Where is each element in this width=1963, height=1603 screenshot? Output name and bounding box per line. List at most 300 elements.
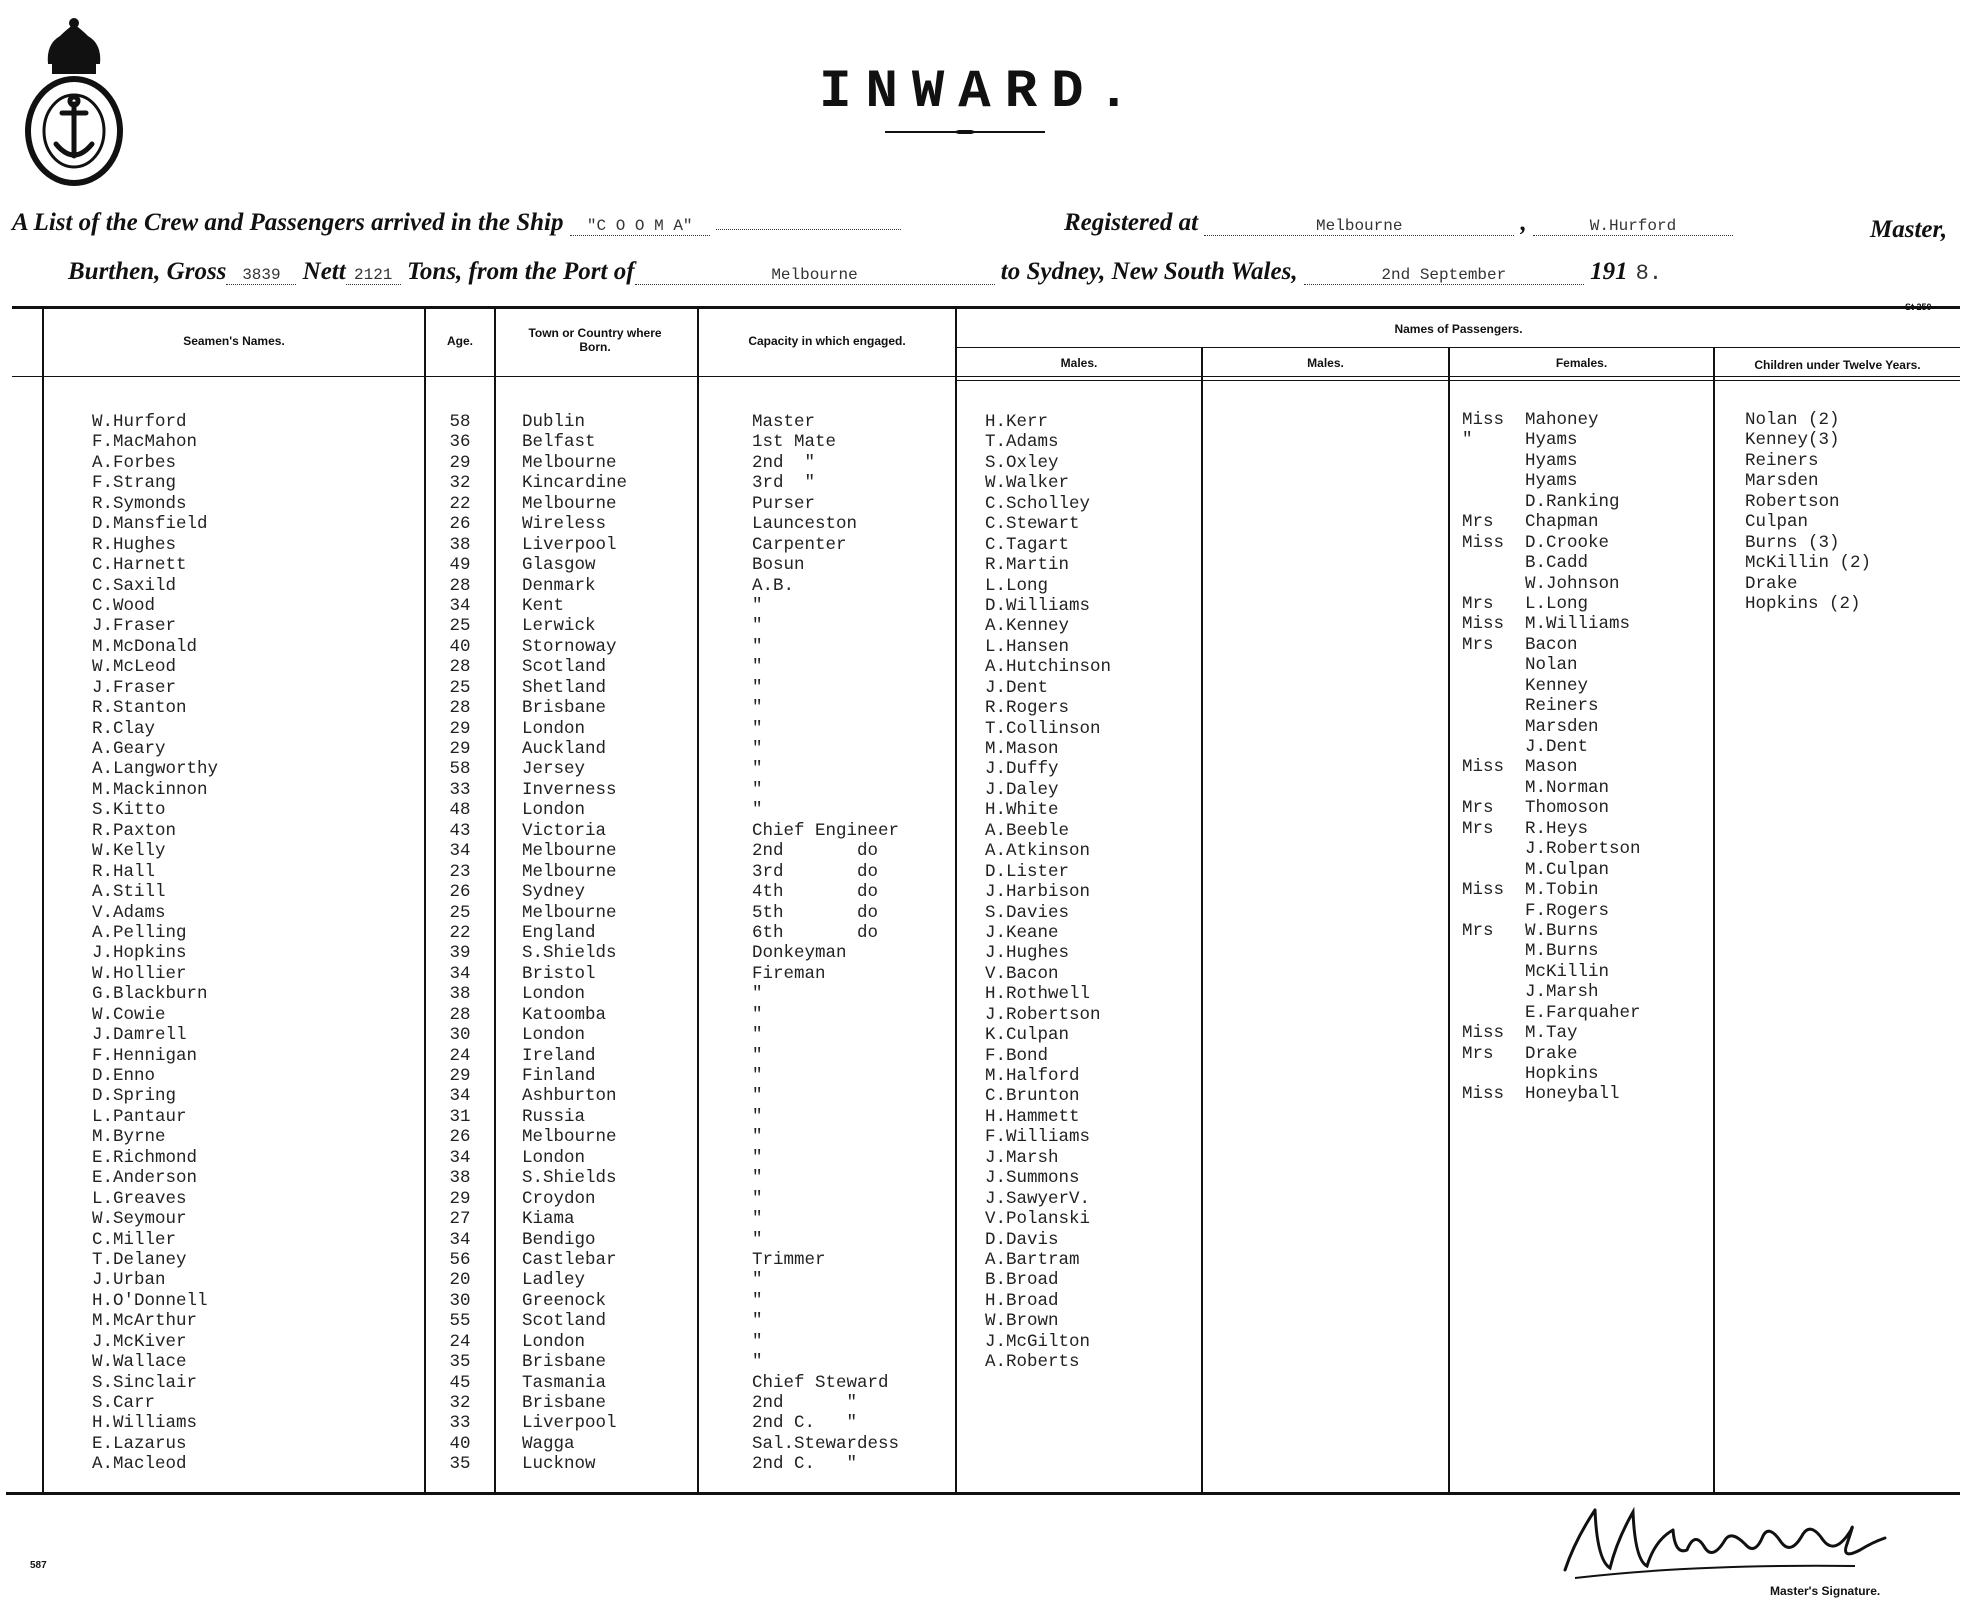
- female-passenger-title: [1462, 655, 1504, 675]
- female-passenger-title: Miss: [1462, 880, 1505, 901]
- crew-name: R.Hughes: [92, 534, 177, 555]
- child-passenger: Nolan (2): [1745, 410, 1840, 430]
- crew-name: C.Wood: [92, 595, 156, 616]
- crew-capacity: Launceston: [752, 514, 858, 535]
- children-column: [1745, 410, 1871, 614]
- female-passenger: E.Farquaher: [1525, 1002, 1641, 1023]
- male-passenger: A.Kenney: [985, 616, 1070, 637]
- female-passenger: Thomoson: [1525, 798, 1610, 819]
- divider-females: [1448, 347, 1450, 1492]
- col-passengers: Names of Passengers.: [1394, 322, 1523, 336]
- male-passenger: V.Polanski: [985, 1209, 1091, 1230]
- crew-birthplace: Kincardine: [522, 473, 628, 494]
- crew-name: R.Hall: [92, 861, 156, 882]
- crew-capacity: 2nd C. ": [752, 1454, 858, 1475]
- female-passenger-title: [1462, 471, 1504, 491]
- crew-age: 35: [449, 1352, 471, 1373]
- crew-name: C.Miller: [92, 1229, 177, 1250]
- female-passenger-title: [1462, 962, 1504, 982]
- crew-birthplace: S.Shields: [522, 1168, 617, 1189]
- female-passenger: Marsden: [1525, 716, 1599, 737]
- crew-name: J.Damrell: [92, 1025, 187, 1046]
- crew-age: 28: [449, 575, 471, 596]
- crew-capacity: Donkeyman: [752, 943, 847, 964]
- header-registered: [1064, 209, 1733, 237]
- male-passenger: C.Tagart: [985, 534, 1070, 555]
- crew-birthplace: Kent: [522, 595, 565, 616]
- crew-age: 34: [449, 963, 471, 984]
- crew-birthplace: Jersey: [522, 759, 586, 780]
- female-passenger-title: Mrs: [1462, 1043, 1494, 1064]
- divider-capacity: [697, 309, 699, 1492]
- female-passenger: Hyams: [1525, 450, 1578, 471]
- male-passenger: H.White: [985, 800, 1059, 821]
- female-passenger-title: Miss: [1462, 1084, 1505, 1105]
- crew-age: 30: [449, 1290, 471, 1311]
- crew-age: 28: [449, 698, 471, 719]
- col-town-born: Town or Country where Born.: [528, 326, 662, 354]
- crew-age: 38: [449, 984, 471, 1005]
- crew-capacity: 2nd ": [752, 1393, 858, 1413]
- crew-birthplace: Inverness: [522, 779, 617, 800]
- crew-birthplace: Bendigo: [522, 1229, 596, 1250]
- passenger-subheader-rule: [957, 347, 1960, 348]
- female-passenger: Kenney: [1525, 675, 1589, 696]
- crew-name: W.Hollier: [92, 963, 187, 984]
- crew-name: T.Delaney: [92, 1249, 187, 1270]
- crew-birthplace: Shetland: [522, 677, 607, 698]
- crew-birthplace: Croydon: [522, 1188, 596, 1209]
- crew-capacity: ": [752, 1331, 763, 1352]
- crew-birthplace: Belfast: [522, 432, 596, 453]
- female-passenger: M.Williams: [1525, 614, 1631, 635]
- crew-name: D.Spring: [92, 1086, 177, 1107]
- crew-age: 32: [449, 1393, 471, 1413]
- crew-name: A.Macleod: [92, 1454, 187, 1475]
- crew-capacity: Master: [752, 412, 816, 432]
- year-suffix: 8.: [1635, 261, 1663, 286]
- crew-birthplace: S.Shields: [522, 943, 617, 964]
- female-passenger: Reiners: [1525, 696, 1599, 717]
- crew-age: 27: [449, 1209, 471, 1230]
- arrival-date: 2nd September: [1304, 266, 1584, 285]
- divider-children: [1713, 347, 1715, 1492]
- left-border: [42, 309, 44, 1492]
- crew-age: 30: [449, 1025, 471, 1046]
- title-rule-ornament: [885, 130, 1045, 134]
- female-passenger: M.Culpan: [1525, 859, 1610, 880]
- crew-capacity: Bosun: [752, 555, 805, 576]
- female-passenger-title: [1462, 574, 1504, 594]
- female-passenger-title: Mrs: [1462, 634, 1494, 655]
- crew-birthplace: Liverpool: [522, 534, 617, 555]
- crew-capacity: ": [752, 1106, 763, 1127]
- master-name: W.Hurford: [1533, 217, 1733, 236]
- crew-age: 25: [449, 677, 471, 698]
- header-bottom-rule: [12, 376, 1960, 377]
- male-passenger: C.Brunton: [985, 1086, 1080, 1107]
- male-passenger: V.Bacon: [985, 963, 1059, 984]
- form-number: 587: [30, 1560, 47, 1571]
- crew-birthplace: Melbourne: [522, 452, 617, 473]
- female-passenger-title: [1462, 696, 1504, 716]
- male-passenger: T.Adams: [985, 432, 1059, 453]
- female-passenger: Chapman: [1525, 512, 1599, 533]
- crew-capacity: ": [752, 1229, 763, 1250]
- crew-age: 40: [449, 636, 471, 657]
- female-passenger: Drake: [1525, 1043, 1578, 1064]
- col-capacity: Capacity in which engaged.: [748, 334, 906, 348]
- crew-name: E.Lazarus: [92, 1433, 187, 1454]
- male-passenger: J.Daley: [985, 779, 1059, 800]
- crew-capacity: 6th do: [752, 922, 879, 943]
- crew-birthplace: Glasgow: [522, 555, 596, 576]
- crew-birthplace: Liverpool: [522, 1413, 617, 1434]
- crew-capacity: ": [752, 800, 763, 821]
- crew-name: J.McKiver: [92, 1331, 187, 1352]
- female-passenger: M.Norman: [1525, 777, 1610, 798]
- crew-birthplace: Russia: [522, 1106, 586, 1127]
- female-passenger-title: [1462, 737, 1504, 757]
- crew-birthplace: Wagga: [522, 1433, 575, 1454]
- crew-capacity: 2nd C. ": [752, 1413, 858, 1434]
- male-passenger: M.Mason: [985, 739, 1059, 759]
- crew-capacity: ": [752, 1004, 763, 1025]
- crew-name: G.Blackburn: [92, 984, 208, 1005]
- crew-name: W.Seymour: [92, 1209, 187, 1230]
- crew-capacity: 4th do: [752, 882, 879, 903]
- crew-name: F.Hennigan: [92, 1045, 198, 1066]
- nett-tons: 2121: [346, 266, 401, 285]
- female-titles-column: [1462, 410, 1504, 1105]
- female-passenger-title: Miss: [1462, 614, 1505, 635]
- crew-age: 36: [449, 432, 471, 453]
- crew-birthplace: Wireless: [522, 514, 607, 535]
- female-passenger: W.Johnson: [1525, 573, 1620, 594]
- crew-age: 43: [449, 820, 471, 841]
- male-passenger: C.Scholley: [985, 493, 1091, 514]
- crew-name: R.Paxton: [92, 820, 177, 841]
- male-passenger: J.Keane: [985, 922, 1059, 943]
- crew-age: 34: [449, 841, 471, 862]
- crew-age: 20: [449, 1270, 471, 1291]
- year-prefix: 191: [1590, 258, 1628, 285]
- crew-capacity: ": [752, 1127, 763, 1148]
- female-passenger: J.Dent: [1525, 737, 1589, 757]
- crew-age: 38: [449, 1168, 471, 1189]
- crew-capacity: Fireman: [752, 963, 826, 984]
- registered-label: Registered at: [1064, 209, 1199, 236]
- crew-birthplace: Victoria: [522, 820, 607, 841]
- divider-males2: [1201, 347, 1203, 1492]
- crew-birthplace: Auckland: [522, 739, 607, 759]
- crew-age: 29: [449, 1066, 471, 1086]
- female-passenger-title: Mrs: [1462, 798, 1494, 819]
- crew-birthplace: Greenock: [522, 1290, 607, 1311]
- crew-birthplace: Tasmania: [522, 1372, 607, 1393]
- crew-name: R.Stanton: [92, 698, 187, 719]
- crew-age: 34: [449, 595, 471, 616]
- male-passenger: J.Duffy: [985, 759, 1059, 780]
- crew-age: 45: [449, 1372, 471, 1393]
- female-passenger: W.Burns: [1525, 920, 1599, 941]
- crew-age: 26: [449, 514, 471, 535]
- crew-name: A.Forbes: [92, 452, 177, 473]
- male-passenger: F.Bond: [985, 1045, 1049, 1066]
- male-passenger: T.Collinson: [985, 718, 1101, 739]
- crew-capacity: ": [752, 595, 763, 616]
- crew-birthplace: London: [522, 1331, 586, 1352]
- col-males-1: Males.: [1060, 356, 1098, 370]
- child-passenger: Culpan: [1745, 512, 1809, 533]
- table-top-rule: [12, 306, 1960, 309]
- master-label: Master,: [1870, 216, 1948, 243]
- female-passenger-title: ": [1462, 430, 1473, 451]
- crew-name: R.Clay: [92, 718, 156, 739]
- female-passenger-title: [1462, 778, 1504, 798]
- crew-name: W.Hurford: [92, 412, 187, 432]
- female-passenger-title: Mrs: [1462, 818, 1494, 839]
- master-signature-icon: [1555, 1500, 1895, 1580]
- female-passenger: Mason: [1525, 757, 1578, 778]
- male-passenger: D.Lister: [985, 861, 1070, 882]
- male-passenger: A.Beeble: [985, 820, 1070, 841]
- nett-label: Nett: [302, 258, 346, 285]
- female-passenger: D.Crooke: [1525, 532, 1610, 553]
- document-title: INWARD.: [819, 62, 1144, 123]
- passenger-header-bottom-rule: [957, 380, 1960, 381]
- crew-birthplace: Brisbane: [522, 1352, 607, 1373]
- crew-age: 26: [449, 1127, 471, 1148]
- crew-name: M.McArthur: [92, 1311, 198, 1332]
- crew-name: W.McLeod: [92, 657, 177, 678]
- header-list-label: A List of the Crew and Passengers arrived in the Ship: [12, 209, 564, 236]
- female-passenger: Hopkins: [1525, 1064, 1599, 1084]
- crew-capacity: Chief Engineer: [752, 820, 900, 841]
- crew-age: 26: [449, 882, 471, 903]
- tons-port-label: Tons, from the Port of: [406, 258, 635, 285]
- male-passenger: J.Robertson: [985, 1004, 1101, 1025]
- crew-age: 49: [449, 555, 471, 576]
- male-passenger: S.Davies: [985, 902, 1070, 923]
- crew-age: 39: [449, 943, 471, 964]
- crew-age: 29: [449, 452, 471, 473]
- male-passenger: J.Hughes: [985, 943, 1070, 964]
- crew-capacity: A.B.: [752, 575, 795, 596]
- crew-capacity: ": [752, 1290, 763, 1311]
- port-of-departure: Melbourne: [635, 266, 995, 285]
- registered-at: Melbourne: [1204, 217, 1514, 236]
- crew-name: V.Adams: [92, 902, 166, 923]
- crew-birthplace: Dublin: [522, 412, 586, 432]
- female-passenger: Mahoney: [1525, 410, 1599, 430]
- crew-age: 24: [449, 1331, 471, 1352]
- male-passenger: A.Atkinson: [985, 841, 1091, 862]
- crew-name: C.Harnett: [92, 555, 187, 576]
- crew-name: C.Saxild: [92, 575, 177, 596]
- crew-age: 38: [449, 534, 471, 555]
- crew-name: L.Greaves: [92, 1188, 187, 1209]
- male-passenger: R.Rogers: [985, 698, 1070, 719]
- female-passenger-title: [1462, 451, 1504, 471]
- female-passenger-title: [1462, 901, 1504, 921]
- crew-age: 24: [449, 1045, 471, 1066]
- crew-capacity: ": [752, 1045, 763, 1066]
- crew-name: A.Pelling: [92, 922, 187, 943]
- crew-birthplace: Kiama: [522, 1209, 575, 1230]
- table-bottom-rule: [6, 1492, 1960, 1495]
- crew-name: F.Strang: [92, 473, 177, 494]
- crew-capacity: ": [752, 657, 763, 678]
- crew-birthplace: Lerwick: [522, 616, 596, 637]
- female-passenger: Hyams: [1525, 430, 1578, 451]
- crew-capacity: 5th do: [752, 902, 879, 923]
- crew-age: 48: [449, 800, 471, 821]
- crew-name: H.O'Donnell: [92, 1290, 208, 1311]
- crew-name: E.Richmond: [92, 1147, 198, 1168]
- crew-birthplace: Melbourne: [522, 902, 617, 923]
- crew-name: J.Urban: [92, 1270, 166, 1291]
- crew-age: 29: [449, 1188, 471, 1209]
- child-passenger: McKillin (2): [1745, 553, 1872, 574]
- crew-age: 32: [449, 473, 471, 494]
- crew-name: L.Pantaur: [92, 1106, 187, 1127]
- male-passenger: J.Summons: [985, 1168, 1080, 1189]
- crew-age: 28: [449, 657, 471, 678]
- crew-birthplace-column: [522, 412, 627, 1475]
- male-passenger: C.Stewart: [985, 514, 1080, 535]
- female-passenger-title: [1462, 717, 1504, 737]
- crew-capacity: ": [752, 1066, 763, 1086]
- child-passenger: Kenney(3): [1745, 430, 1840, 451]
- crew-birthplace: Lucknow: [522, 1454, 596, 1475]
- crew-age: 25: [449, 616, 471, 637]
- male-passenger: F.Williams: [985, 1127, 1091, 1148]
- col-children: Children under Twelve Years.: [1754, 358, 1921, 372]
- gross-tons: 3839: [226, 266, 296, 285]
- crew-name: A.Langworthy: [92, 759, 219, 780]
- crew-capacity: Trimmer: [752, 1249, 826, 1270]
- crew-age: 33: [449, 1413, 471, 1434]
- female-passenger: B.Cadd: [1525, 553, 1589, 574]
- male-passenger: D.Davis: [985, 1229, 1059, 1250]
- female-passenger: J.Robertson: [1525, 839, 1641, 860]
- female-passenger-title: Miss: [1462, 410, 1505, 430]
- header-line-2: [68, 258, 1664, 286]
- crew-capacity: 2nd ": [752, 452, 816, 473]
- crew-age: 55: [449, 1311, 471, 1332]
- crew-age: 34: [449, 1086, 471, 1107]
- crew-birthplace: Scotland: [522, 657, 607, 678]
- crew-name: F.MacMahon: [92, 432, 198, 453]
- crew-capacity: ": [752, 698, 763, 719]
- crew-capacity: 3rd ": [752, 473, 816, 494]
- male-passenger: J.McGilton: [985, 1331, 1091, 1352]
- crew-name: S.Sinclair: [92, 1372, 198, 1393]
- divider-passengers: [955, 309, 957, 1492]
- female-passenger-title: Mrs: [1462, 920, 1494, 941]
- crew-birthplace: Ashburton: [522, 1086, 617, 1107]
- crew-birthplace: London: [522, 1147, 586, 1168]
- female-passenger-title: Miss: [1462, 1023, 1505, 1044]
- female-passenger: L.Long: [1525, 593, 1589, 614]
- crew-name: M.Mackinnon: [92, 779, 208, 800]
- crew-birthplace: London: [522, 1025, 586, 1046]
- male-passenger: J.Harbison: [985, 882, 1091, 903]
- crew-birthplace: Bristol: [522, 963, 596, 984]
- female-passenger: Hyams: [1525, 471, 1578, 492]
- destination-label: to Sydney, New South Wales,: [1000, 258, 1298, 285]
- female-passenger-title: [1462, 839, 1504, 859]
- crew-capacity: ": [752, 739, 763, 759]
- male-passenger: A.Bartram: [985, 1249, 1080, 1270]
- male-passenger: L.Hansen: [985, 636, 1070, 657]
- crew-capacity: ": [752, 1311, 763, 1332]
- male-passengers-column: [985, 412, 1111, 1373]
- crew-birthplace: London: [522, 800, 586, 821]
- child-passenger: Drake: [1745, 573, 1798, 594]
- crew-birthplace: Denmark: [522, 575, 596, 596]
- crew-age: 23: [449, 861, 471, 882]
- child-passenger: Marsden: [1745, 471, 1819, 492]
- crew-name: J.Fraser: [92, 677, 177, 698]
- male-passenger: L.Long: [985, 575, 1049, 596]
- crew-capacity: ": [752, 984, 763, 1005]
- crew-capacity: Purser: [752, 493, 816, 514]
- female-passenger-title: [1462, 982, 1504, 1002]
- female-passenger: M.Tay: [1525, 1023, 1578, 1044]
- male-passenger: A.Roberts: [985, 1352, 1080, 1373]
- crew-capacity: Carpenter: [752, 534, 847, 555]
- crew-names-column: [92, 412, 218, 1475]
- crew-age: 33: [449, 779, 471, 800]
- crew-name: S.Carr: [92, 1393, 156, 1413]
- female-passenger-title: Miss: [1462, 757, 1505, 778]
- crew-capacity: Sal.Stewardess: [752, 1433, 900, 1454]
- crew-birthplace: Stornoway: [522, 636, 617, 657]
- crew-capacity: ": [752, 1147, 763, 1168]
- col-seamen-names: Seamen's Names.: [183, 334, 285, 348]
- male-passenger: M.Halford: [985, 1066, 1080, 1086]
- crew-birthplace: Brisbane: [522, 698, 607, 719]
- crew-ages-column: [426, 412, 494, 1475]
- crew-capacity: ": [752, 1209, 763, 1230]
- crew-capacity: ": [752, 1270, 763, 1291]
- female-passenger-title: Mrs: [1462, 512, 1494, 533]
- crew-birthplace: Melbourne: [522, 493, 617, 514]
- male-passenger: H.Hammett: [985, 1106, 1080, 1127]
- crew-name: E.Anderson: [92, 1168, 198, 1189]
- crew-age: 35: [449, 1454, 471, 1475]
- female-passenger-title: [1462, 1003, 1504, 1023]
- female-passenger-title: [1462, 941, 1504, 961]
- divider-town: [494, 309, 496, 1492]
- crew-birthplace: Melbourne: [522, 1127, 617, 1148]
- crew-capacity: 2nd do: [752, 841, 879, 862]
- crew-name: A.Still: [92, 882, 166, 903]
- crew-name: H.Williams: [92, 1413, 198, 1434]
- female-passenger-title: [1462, 492, 1504, 512]
- crew-birthplace: Ladley: [522, 1270, 586, 1291]
- crew-capacity-column: [752, 412, 899, 1475]
- crew-birthplace: Melbourne: [522, 861, 617, 882]
- crew-capacity: ": [752, 1352, 763, 1373]
- crew-age: 28: [449, 1004, 471, 1025]
- burthen-label: Burthen, Gross: [68, 258, 227, 285]
- master-signature-label: Master's Signature.: [1770, 1584, 1881, 1598]
- crew-name: J.Fraser: [92, 616, 177, 637]
- crew-birthplace: London: [522, 984, 586, 1005]
